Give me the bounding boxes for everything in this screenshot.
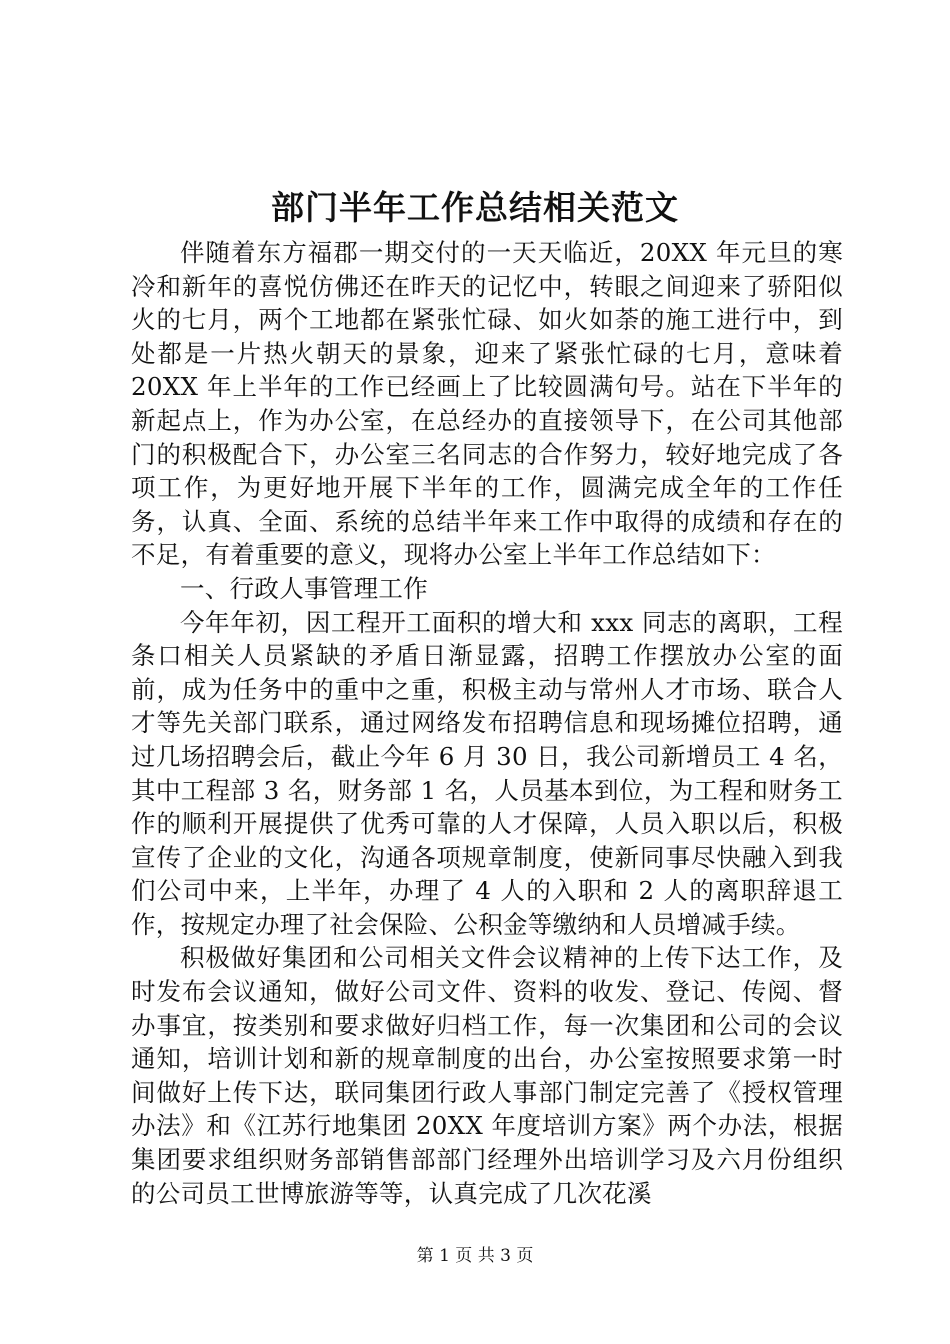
section-heading: 一、行政人事管理工作 [180, 573, 428, 603]
page-number-footer: 第 1 页 共 3 页 [416, 1246, 534, 1266]
intro-paragraph: 伴随着东方福郡一期交付的一天天临近，20XX 年元旦的寒冷和新年的喜悦仿佛还在昨天的记忆中，转眼之间迎来了骄阳似火的七月，两个工地都在紧张忙碌、如火如荼的施工进行中，到处都是一片热火朝天的景象，迎来了紧张忙碌的七月，意味着 20XX 年上半年的工作已经画上了比较圆满句号。站在下半年的新起点上，作为办公室，在总经办的直接领导下，在公司其他部门的积极配合下，办公室三名同志的合作努力，较好地完成了各项工作，为更好地开展下半年的工作，圆满完成全年的工作任务，认真、全面、系统的总结半年来工作中取得的成绩和存在的不足，有着重要的意义，现将办公室上半年工作总结如下： [131, 238, 843, 570]
document-title: 部门半年工作总结相关范文 [271, 188, 679, 227]
body-paragraph: 积极做好集团和公司相关文件会议精神的上传下达工作，及时发布会议通知，做好公司文件、资料的收发、登记、传阅、督办事宜，按类别和要求做好归档工作，每一次集团和公司的会议通知，培训计划和新的规章制度的出台，办公室按照要求第一时间做好上传下达，联同集团行政人事部门制定完善了《授权管理办法》和《江苏行地集团 20XX 年度培训方案》两个办法，根据集团要求组织财务部销售部部门经理外出培训学习及六月份组织的公司员工世博旅游等等，认真完成了几次花溪 [131, 943, 843, 1208]
document-body [131, 236, 843, 1210]
body-paragraph: 今年年初，因工程开工面积的增大和 xxx 同志的离职，工程条口相关人员紧缺的矛盾日渐显露，招聘工作摆放办公室的面前，成为任务中的重中之重，积极主动与常州人才市场、联合人才等先关部门联系，通过网络发布招聘信息和现场摊位招聘，通过几场招聘会后，截止今年 6 月 30 日，我公司新增员工 4 名，其中工程部 3 名，财务部 1 名，人员基本到位，为工程和财务工作的顺利开展提供了优秀可靠的人才保障，人员入职以后，积极宣传了企业的文化，沟通各项规章制度，使新同事尽快融入到我们公司中来，上半年，办理了 4 人的入职和 2 人的离职辞退工作，按规定办理了社会保险、公积金等缴纳和人员增减手续。 [131, 607, 843, 939]
